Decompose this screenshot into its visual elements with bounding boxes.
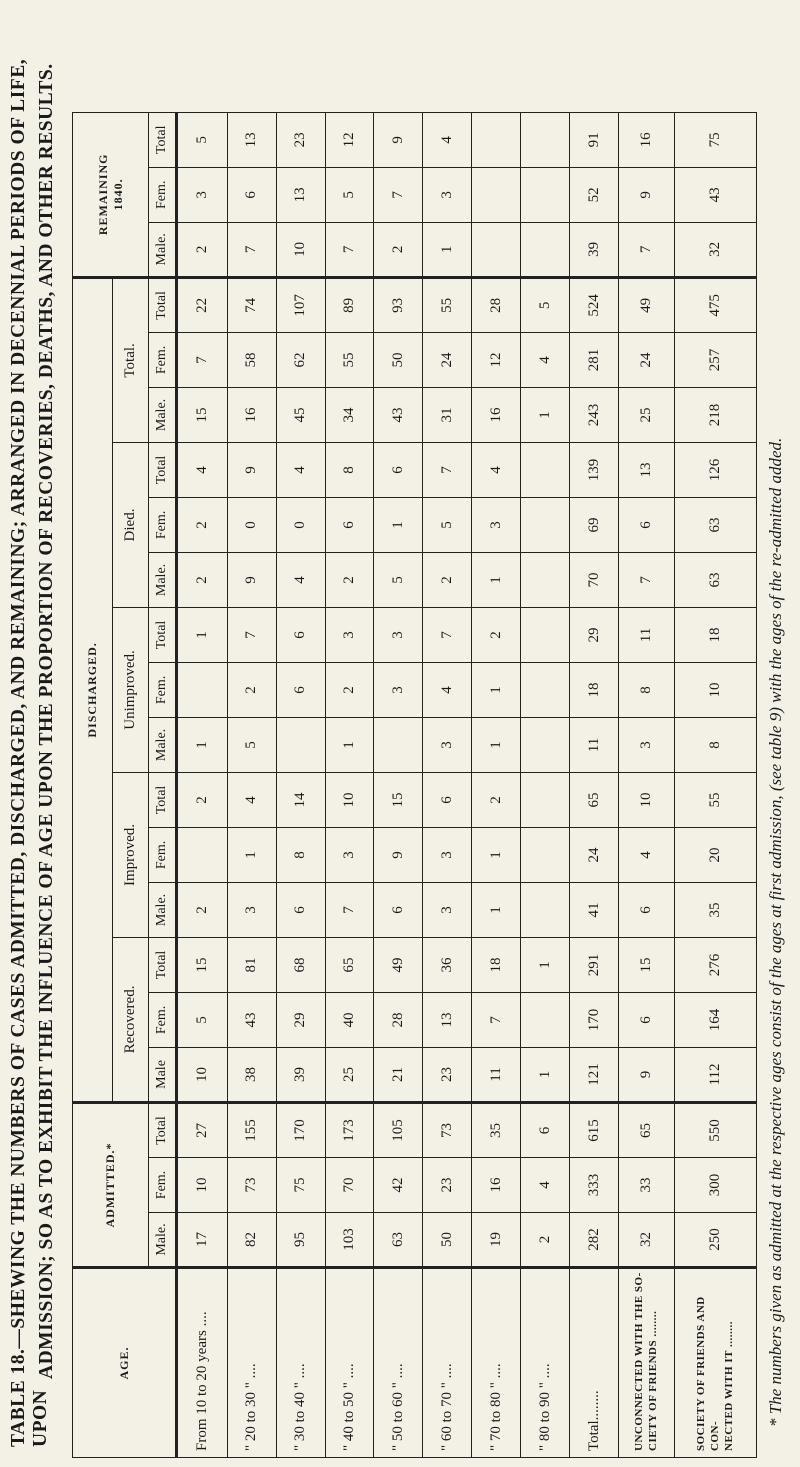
value-cell: 5 xyxy=(374,552,423,607)
value-cell: 170 xyxy=(570,992,619,1047)
column-header-male: Male. xyxy=(149,387,177,442)
column-header-fem: Fem. xyxy=(149,1158,177,1213)
value-cell: 4 xyxy=(423,112,472,167)
value-cell: 10 xyxy=(674,662,756,717)
value-cell: 10 xyxy=(177,1047,228,1102)
value-cell: 32 xyxy=(618,1213,674,1268)
value-cell: 63 xyxy=(374,1213,423,1268)
table-row xyxy=(423,112,472,1457)
value-cell: 13 xyxy=(276,167,325,222)
table-row xyxy=(374,112,423,1457)
value-cell: 23 xyxy=(423,1158,472,1213)
column-header-male: Male. xyxy=(149,552,177,607)
value-cell: 49 xyxy=(374,937,423,992)
value-cell: 11 xyxy=(570,717,619,772)
value-cell: 42 xyxy=(374,1158,423,1213)
value-cell: 43 xyxy=(374,387,423,442)
value-cell: 9 xyxy=(374,112,423,167)
value-cell: 6 xyxy=(325,497,374,552)
value-cell: 16 xyxy=(618,112,674,167)
age-cell: " 50 to 60 " .... xyxy=(374,1268,423,1458)
died-header: Died. xyxy=(113,442,149,607)
value-cell: 1 xyxy=(177,607,228,662)
value-cell: 52 xyxy=(570,167,619,222)
value-cell xyxy=(521,607,570,662)
column-header-fem: Fem. xyxy=(149,992,177,1047)
value-cell: 475 xyxy=(674,277,756,332)
improved-header: Improved. xyxy=(113,772,149,937)
value-cell: 43 xyxy=(227,992,276,1047)
column-header-total: Total xyxy=(149,937,177,992)
table-row xyxy=(325,112,374,1457)
value-cell: 112 xyxy=(674,1047,756,1102)
value-cell: 24 xyxy=(423,332,472,387)
value-cell: 155 xyxy=(227,1102,276,1157)
value-cell: 7 xyxy=(618,552,674,607)
value-cell: 3 xyxy=(374,662,423,717)
value-cell: 18 xyxy=(674,607,756,662)
value-cell: 49 xyxy=(618,277,674,332)
value-cell: 50 xyxy=(374,332,423,387)
value-cell: 6 xyxy=(423,772,472,827)
column-header-fem: Fem. xyxy=(149,497,177,552)
value-cell: 45 xyxy=(276,387,325,442)
admitted-header: ADMITTED.* xyxy=(73,1102,149,1267)
value-cell xyxy=(521,497,570,552)
value-cell: 9 xyxy=(227,442,276,497)
age-cell: " 30 to 40 " .... xyxy=(276,1268,325,1458)
value-cell xyxy=(521,827,570,882)
value-cell: 3 xyxy=(374,607,423,662)
value-cell xyxy=(521,552,570,607)
value-cell: 55 xyxy=(325,332,374,387)
value-cell: 4 xyxy=(618,827,674,882)
value-cell: 10 xyxy=(276,222,325,277)
value-cell: 1 xyxy=(521,937,570,992)
value-cell: 1 xyxy=(177,717,228,772)
value-cell: 2 xyxy=(325,662,374,717)
value-cell xyxy=(177,827,228,882)
age-label-line2: CIETY OF FRIENDS ........ xyxy=(647,1310,660,1451)
results-table xyxy=(72,112,757,1458)
value-cell: 7 xyxy=(227,607,276,662)
age-label-line1: UNCONNECTED WITH THE SO- xyxy=(633,1272,646,1451)
value-cell: 2 xyxy=(177,552,228,607)
value-cell: 29 xyxy=(276,992,325,1047)
value-cell: 69 xyxy=(570,497,619,552)
value-cell: 2 xyxy=(374,222,423,277)
table-row xyxy=(570,112,619,1457)
value-cell: 1 xyxy=(374,497,423,552)
value-cell: 170 xyxy=(276,1102,325,1157)
value-cell: 75 xyxy=(276,1158,325,1213)
value-cell: 19 xyxy=(472,1213,521,1268)
table-row xyxy=(521,112,570,1457)
discharged-header: DISCHARGED. xyxy=(73,277,113,1102)
column-header-total: Total xyxy=(149,1102,177,1157)
total-group-header: Total. xyxy=(113,277,149,442)
value-cell: 24 xyxy=(618,332,674,387)
value-cell: 7 xyxy=(423,442,472,497)
value-cell: 5 xyxy=(325,167,374,222)
value-cell: 14 xyxy=(276,772,325,827)
value-cell: 36 xyxy=(423,937,472,992)
value-cell: 2 xyxy=(472,607,521,662)
value-cell: 6 xyxy=(276,882,325,937)
value-cell: 41 xyxy=(570,882,619,937)
value-cell: 6 xyxy=(276,662,325,717)
value-cell: 7 xyxy=(423,607,472,662)
value-cell: 139 xyxy=(570,442,619,497)
value-cell: 35 xyxy=(472,1102,521,1157)
value-cell xyxy=(521,772,570,827)
value-cell: 81 xyxy=(227,937,276,992)
value-cell: 3 xyxy=(618,717,674,772)
value-cell: 9 xyxy=(618,1047,674,1102)
footnote: * The numbers given as admitted at the respective ages consist of the ages at first admission, (see table 9) with the ages of the re-admitted added. xyxy=(766,437,785,1427)
value-cell: 15 xyxy=(618,937,674,992)
value-cell: 6 xyxy=(618,992,674,1047)
value-cell: 13 xyxy=(423,992,472,1047)
value-cell xyxy=(521,992,570,1047)
value-cell: 63 xyxy=(674,552,756,607)
column-header-row xyxy=(149,112,177,1457)
value-cell: 31 xyxy=(423,387,472,442)
column-header-male: Male. xyxy=(149,1213,177,1268)
column-header-fem: Fem. xyxy=(149,167,177,222)
value-cell: 89 xyxy=(325,277,374,332)
value-cell: 27 xyxy=(177,1102,228,1157)
column-header-fem: Fem. xyxy=(149,662,177,717)
column-header-fem: Fem. xyxy=(149,827,177,882)
value-cell: 38 xyxy=(227,1047,276,1102)
value-cell: 6 xyxy=(618,882,674,937)
value-cell: 13 xyxy=(227,112,276,167)
value-cell: 300 xyxy=(674,1158,756,1213)
value-cell: 33 xyxy=(618,1158,674,1213)
value-cell: 24 xyxy=(570,827,619,882)
unimproved-header: Unimproved. xyxy=(113,607,149,772)
value-cell: 63 xyxy=(674,497,756,552)
value-cell: 1 xyxy=(472,717,521,772)
value-cell: 243 xyxy=(570,387,619,442)
value-cell: 70 xyxy=(325,1158,374,1213)
value-cell: 82 xyxy=(227,1213,276,1268)
value-cell xyxy=(521,717,570,772)
column-header-total: Total xyxy=(149,442,177,497)
value-cell: 4 xyxy=(276,552,325,607)
value-cell: 1 xyxy=(325,717,374,772)
value-cell: 10 xyxy=(618,772,674,827)
value-cell: 0 xyxy=(227,497,276,552)
value-cell: 2 xyxy=(177,882,228,937)
value-cell: 75 xyxy=(674,112,756,167)
age-cell: Total........ xyxy=(570,1268,619,1458)
value-cell xyxy=(472,112,521,167)
remaining-year: 1840. xyxy=(110,178,125,211)
value-cell: 2 xyxy=(227,662,276,717)
age-cell: " 40 to 50 " .... xyxy=(325,1268,374,1458)
remaining-label: REMAINING xyxy=(95,153,110,236)
value-cell: 55 xyxy=(674,772,756,827)
age-cell xyxy=(674,1268,756,1458)
value-cell: 4 xyxy=(276,442,325,497)
value-cell: 6 xyxy=(276,607,325,662)
value-cell: 126 xyxy=(674,442,756,497)
remaining-header xyxy=(73,112,149,277)
value-cell: 8 xyxy=(276,827,325,882)
value-cell: 39 xyxy=(570,222,619,277)
value-cell xyxy=(521,167,570,222)
value-cell: 18 xyxy=(570,662,619,717)
value-cell: 7 xyxy=(472,992,521,1047)
table-row xyxy=(618,112,674,1457)
value-cell: 2 xyxy=(177,497,228,552)
value-cell: 7 xyxy=(227,222,276,277)
age-cell xyxy=(618,1268,674,1458)
value-cell xyxy=(521,112,570,167)
value-cell: 1 xyxy=(472,882,521,937)
value-cell: 15 xyxy=(177,937,228,992)
value-cell: 4 xyxy=(521,1158,570,1213)
value-cell: 21 xyxy=(374,1047,423,1102)
value-cell: 5 xyxy=(177,112,228,167)
value-cell: 7 xyxy=(177,332,228,387)
value-cell: 8 xyxy=(618,662,674,717)
value-cell: 93 xyxy=(374,277,423,332)
value-cell: 55 xyxy=(423,277,472,332)
value-cell: 2 xyxy=(521,1213,570,1268)
value-cell: 257 xyxy=(674,332,756,387)
value-cell: 35 xyxy=(674,882,756,937)
value-cell: 4 xyxy=(177,442,228,497)
value-cell: 333 xyxy=(570,1158,619,1213)
value-cell: 65 xyxy=(570,772,619,827)
value-cell: 2 xyxy=(472,772,521,827)
column-header-total: Total xyxy=(149,277,177,332)
column-header-male: Male. xyxy=(149,222,177,277)
value-cell: 2 xyxy=(423,552,472,607)
value-cell: 103 xyxy=(325,1213,374,1268)
value-cell: 12 xyxy=(472,332,521,387)
value-cell: 550 xyxy=(674,1102,756,1157)
value-cell: 0 xyxy=(276,497,325,552)
value-cell: 5 xyxy=(177,992,228,1047)
value-cell: 5 xyxy=(227,717,276,772)
value-cell: 73 xyxy=(423,1102,472,1157)
value-cell: 291 xyxy=(570,937,619,992)
value-cell: 164 xyxy=(674,992,756,1047)
value-cell: 65 xyxy=(325,937,374,992)
value-cell: 2 xyxy=(177,222,228,277)
recovered-header: Recovered. xyxy=(113,937,149,1102)
value-cell: 524 xyxy=(570,277,619,332)
value-cell: 29 xyxy=(570,607,619,662)
value-cell: 50 xyxy=(423,1213,472,1268)
value-cell: 20 xyxy=(674,827,756,882)
value-cell: 107 xyxy=(276,277,325,332)
table-row xyxy=(674,112,756,1457)
value-cell: 23 xyxy=(423,1047,472,1102)
value-cell: 43 xyxy=(674,167,756,222)
value-cell: 25 xyxy=(325,1047,374,1102)
table-title: TABLE 18.—SHEWING THE NUMBERS OF CASES ADMITTED, DISCHARGED, AND REMAINING; ARRANGED IN DECENNIAL PERIODS OF LIFE, UPON xyxy=(8,58,51,1447)
value-cell xyxy=(521,222,570,277)
value-cell: 281 xyxy=(570,332,619,387)
table-subtitle: ADMISSION; SO AS TO EXHIBIT THE INFLUENCE OF AGE UPON THE PROPORTION OF RECOVERIES, DEATHS, AND OTHER RESULTS. xyxy=(36,63,57,1379)
value-cell: 16 xyxy=(472,1158,521,1213)
value-cell: 17 xyxy=(177,1213,228,1268)
value-cell: 15 xyxy=(177,387,228,442)
age-header: AGE. xyxy=(73,1268,177,1458)
value-cell: 34 xyxy=(325,387,374,442)
value-cell: 1 xyxy=(227,827,276,882)
age-cell: " 80 to 90 " .... xyxy=(521,1268,570,1458)
value-cell: 2 xyxy=(325,552,374,607)
value-cell: 615 xyxy=(570,1102,619,1157)
value-cell: 16 xyxy=(472,387,521,442)
value-cell: 11 xyxy=(618,607,674,662)
value-cell xyxy=(472,167,521,222)
value-cell: 8 xyxy=(674,717,756,772)
age-label-line1: SOCIETY OF FRIENDS AND CON- xyxy=(695,1296,722,1451)
value-cell: 62 xyxy=(276,332,325,387)
value-cell xyxy=(521,662,570,717)
value-cell: 18 xyxy=(472,937,521,992)
value-cell: 7 xyxy=(374,167,423,222)
value-cell: 3 xyxy=(325,607,374,662)
value-cell: 4 xyxy=(521,332,570,387)
value-cell xyxy=(374,717,423,772)
value-cell: 7 xyxy=(325,882,374,937)
value-cell: 173 xyxy=(325,1102,374,1157)
column-header-male: Male xyxy=(149,1047,177,1102)
value-cell: 22 xyxy=(177,277,228,332)
value-cell: 3 xyxy=(177,167,228,222)
value-cell: 10 xyxy=(177,1158,228,1213)
value-cell: 218 xyxy=(674,387,756,442)
value-cell: 25 xyxy=(618,387,674,442)
value-cell: 32 xyxy=(674,222,756,277)
value-cell: 6 xyxy=(374,882,423,937)
value-cell: 276 xyxy=(674,937,756,992)
value-cell xyxy=(521,882,570,937)
value-cell: 13 xyxy=(618,442,674,497)
value-cell: 23 xyxy=(276,112,325,167)
value-cell: 6 xyxy=(227,167,276,222)
value-cell: 73 xyxy=(227,1158,276,1213)
column-header-total: Total xyxy=(149,772,177,827)
value-cell: 105 xyxy=(374,1102,423,1157)
value-cell: 6 xyxy=(374,442,423,497)
value-cell: 1 xyxy=(521,387,570,442)
column-header-male: Male. xyxy=(149,717,177,772)
column-header-total: Total xyxy=(149,112,177,167)
value-cell: 3 xyxy=(423,882,472,937)
value-cell: 28 xyxy=(374,992,423,1047)
value-cell: 65 xyxy=(618,1102,674,1157)
value-cell xyxy=(177,662,228,717)
table-row xyxy=(177,112,228,1457)
value-cell: 74 xyxy=(227,277,276,332)
value-cell: 16 xyxy=(227,387,276,442)
value-cell: 3 xyxy=(227,882,276,937)
table-body xyxy=(177,112,757,1457)
column-header-total: Total xyxy=(149,607,177,662)
table-row xyxy=(227,112,276,1457)
value-cell: 68 xyxy=(276,937,325,992)
value-cell: 11 xyxy=(472,1047,521,1102)
table-row xyxy=(276,112,325,1457)
value-cell: 58 xyxy=(227,332,276,387)
value-cell: 3 xyxy=(325,827,374,882)
value-cell: 1 xyxy=(472,662,521,717)
value-cell: 9 xyxy=(227,552,276,607)
value-cell: 28 xyxy=(472,277,521,332)
value-cell: 6 xyxy=(521,1102,570,1157)
value-cell: 40 xyxy=(325,992,374,1047)
value-cell: 12 xyxy=(325,112,374,167)
value-cell: 5 xyxy=(423,497,472,552)
value-cell: 95 xyxy=(276,1213,325,1268)
value-cell: 1 xyxy=(423,222,472,277)
value-cell: 6 xyxy=(618,497,674,552)
value-cell: 8 xyxy=(325,442,374,497)
value-cell: 4 xyxy=(423,662,472,717)
value-cell xyxy=(521,442,570,497)
value-cell: 3 xyxy=(472,497,521,552)
column-header-male: Male. xyxy=(149,882,177,937)
value-cell: 1 xyxy=(472,827,521,882)
value-cell: 9 xyxy=(618,167,674,222)
age-cell: From 10 to 20 years .... xyxy=(177,1268,228,1458)
value-cell: 4 xyxy=(227,772,276,827)
age-cell: " 60 to 70 " .... xyxy=(423,1268,472,1458)
column-header-fem: Fem. xyxy=(149,332,177,387)
value-cell: 9 xyxy=(374,827,423,882)
age-cell: " 20 to 30 " .... xyxy=(227,1268,276,1458)
value-cell: 3 xyxy=(423,717,472,772)
value-cell xyxy=(276,717,325,772)
value-cell: 3 xyxy=(423,167,472,222)
age-label-line2: NECTED WITH IT ........ xyxy=(723,1321,736,1451)
value-cell: 7 xyxy=(325,222,374,277)
value-cell: 10 xyxy=(325,772,374,827)
value-cell: 70 xyxy=(570,552,619,607)
value-cell: 2 xyxy=(177,772,228,827)
value-cell: 5 xyxy=(521,277,570,332)
value-cell: 282 xyxy=(570,1213,619,1268)
value-cell: 4 xyxy=(472,442,521,497)
value-cell: 121 xyxy=(570,1047,619,1102)
age-cell: " 70 to 80 " .... xyxy=(472,1268,521,1458)
value-cell xyxy=(472,222,521,277)
value-cell: 15 xyxy=(374,772,423,827)
value-cell: 7 xyxy=(618,222,674,277)
table-row xyxy=(472,112,521,1457)
value-cell: 91 xyxy=(570,112,619,167)
value-cell: 1 xyxy=(521,1047,570,1102)
value-cell: 3 xyxy=(423,827,472,882)
value-cell: 1 xyxy=(472,552,521,607)
value-cell: 39 xyxy=(276,1047,325,1102)
value-cell: 250 xyxy=(674,1213,756,1268)
